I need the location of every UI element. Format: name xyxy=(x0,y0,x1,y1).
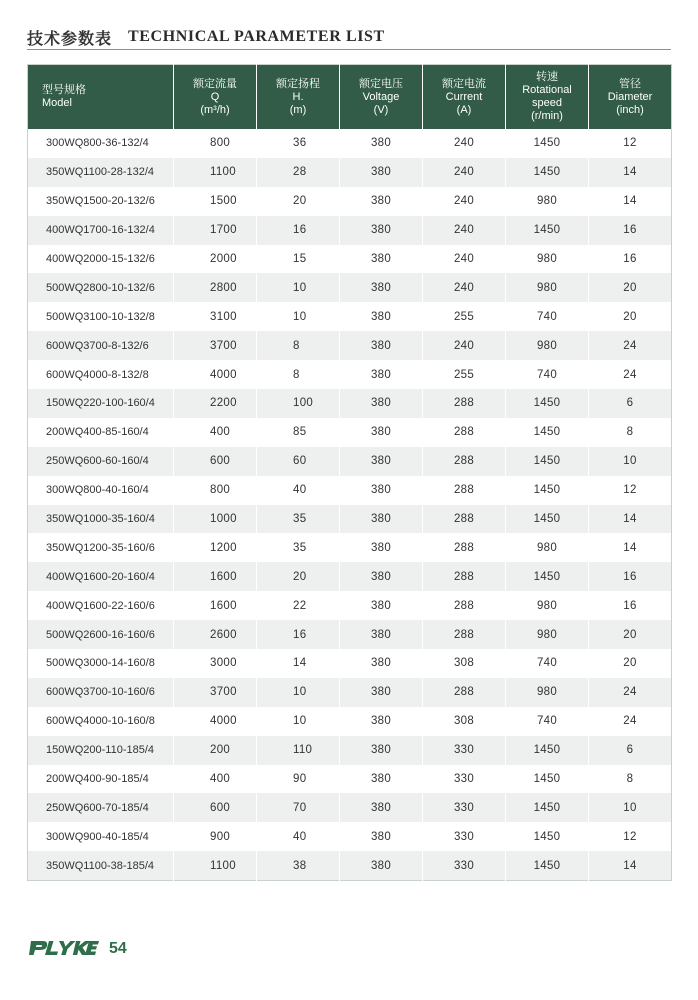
cell-diameter: 20 xyxy=(589,620,672,649)
cell-model: 200WQ400-90-185/4 xyxy=(28,765,174,794)
cell-flow: 1600 xyxy=(174,562,257,591)
cell-voltage: 380 xyxy=(340,245,423,274)
cell-voltage: 380 xyxy=(340,476,423,505)
cell-voltage: 380 xyxy=(340,765,423,794)
col-header-diameter-cn: 管径 xyxy=(619,77,641,90)
table-body xyxy=(28,129,672,881)
cell-voltage: 380 xyxy=(340,851,423,880)
cell-head: 10 xyxy=(257,678,340,707)
cell-model: 150WQ220-100-160/4 xyxy=(28,389,174,418)
cell-diameter: 14 xyxy=(589,851,672,880)
cell-flow: 2800 xyxy=(174,273,257,302)
col-header-speed-cn: 转速 xyxy=(536,71,558,83)
cell-speed: 980 xyxy=(506,245,589,274)
cell-model: 250WQ600-70-185/4 xyxy=(28,793,174,822)
cell-speed: 1450 xyxy=(506,418,589,447)
cell-flow: 1600 xyxy=(174,591,257,620)
cell-voltage: 380 xyxy=(340,216,423,245)
cell-model: 250WQ600-60-160/4 xyxy=(28,447,174,476)
table-row xyxy=(28,389,672,418)
cell-model: 600WQ4000-8-132/8 xyxy=(28,360,174,389)
cell-flow: 800 xyxy=(174,476,257,505)
col-header-speed-unit: (r/min) xyxy=(531,110,563,122)
cell-diameter: 20 xyxy=(589,273,672,302)
cell-current: 330 xyxy=(423,822,506,851)
table-row xyxy=(28,533,672,562)
cell-speed: 1450 xyxy=(506,216,589,245)
cell-model: 300WQ800-36-132/4 xyxy=(28,129,174,158)
cell-flow: 3700 xyxy=(174,331,257,360)
table-row xyxy=(28,649,672,678)
cell-current: 288 xyxy=(423,533,506,562)
cell-speed: 1450 xyxy=(506,476,589,505)
cell-current: 308 xyxy=(423,707,506,736)
cell-flow: 400 xyxy=(174,765,257,794)
cell-current: 330 xyxy=(423,736,506,765)
cell-speed: 1450 xyxy=(506,851,589,880)
cell-model: 500WQ3000-14-160/8 xyxy=(28,649,174,678)
table-row xyxy=(28,187,672,216)
cell-voltage: 380 xyxy=(340,678,423,707)
cell-flow: 2000 xyxy=(174,245,257,274)
cell-head: 85 xyxy=(257,418,340,447)
col-header-flow-unit: (m³/h) xyxy=(200,103,230,116)
cell-head: 100 xyxy=(257,389,340,418)
cell-model: 600WQ4000-10-160/8 xyxy=(28,707,174,736)
cell-model: 500WQ2600-16-160/6 xyxy=(28,620,174,649)
cell-current: 288 xyxy=(423,620,506,649)
cell-voltage: 380 xyxy=(340,418,423,447)
cell-model: 350WQ1100-28-132/4 xyxy=(28,158,174,187)
table-row xyxy=(28,447,672,476)
cell-diameter: 8 xyxy=(589,765,672,794)
cell-voltage: 380 xyxy=(340,793,423,822)
cell-voltage: 380 xyxy=(340,562,423,591)
title-chinese: 技术参数表 xyxy=(27,29,113,48)
table-row xyxy=(28,216,672,245)
cell-diameter: 10 xyxy=(589,447,672,476)
table-row xyxy=(28,707,672,736)
cell-speed: 1450 xyxy=(506,822,589,851)
cell-current: 288 xyxy=(423,389,506,418)
cell-head: 20 xyxy=(257,562,340,591)
col-header-voltage-unit: (V) xyxy=(373,103,389,116)
cell-diameter: 24 xyxy=(589,331,672,360)
cell-flow: 600 xyxy=(174,793,257,822)
cell-current: 288 xyxy=(423,678,506,707)
cell-diameter: 16 xyxy=(589,245,672,274)
cell-speed: 740 xyxy=(506,360,589,389)
cell-diameter: 16 xyxy=(589,591,672,620)
cell-voltage: 380 xyxy=(340,505,423,534)
cell-head: 36 xyxy=(257,129,340,158)
cell-model: 150WQ200-110-185/4 xyxy=(28,736,174,765)
cell-speed: 740 xyxy=(506,302,589,331)
cell-voltage: 380 xyxy=(340,649,423,678)
table-row xyxy=(28,476,672,505)
cell-model: 400WQ1600-22-160/6 xyxy=(28,591,174,620)
cell-head: 90 xyxy=(257,765,340,794)
cell-head: 20 xyxy=(257,187,340,216)
cell-head: 40 xyxy=(257,476,340,505)
cell-current: 330 xyxy=(423,793,506,822)
cell-current: 240 xyxy=(423,158,506,187)
col-header-head-cn: 额定扬程 xyxy=(276,77,320,90)
cell-speed: 740 xyxy=(506,707,589,736)
cell-head: 8 xyxy=(257,360,340,389)
header-divider xyxy=(27,49,671,50)
table-row xyxy=(28,129,672,158)
col-header-current-cn: 额定电流 xyxy=(442,77,486,90)
cell-current: 255 xyxy=(423,302,506,331)
cell-flow: 1000 xyxy=(174,505,257,534)
col-header-head-unit: (m) xyxy=(289,103,307,116)
cell-head: 16 xyxy=(257,620,340,649)
cell-head: 10 xyxy=(257,273,340,302)
cell-current: 240 xyxy=(423,187,506,216)
title-english: TECHNICAL PARAMETER LIST xyxy=(128,28,385,45)
cell-diameter: 14 xyxy=(589,187,672,216)
col-header-current xyxy=(423,65,506,130)
cell-current: 288 xyxy=(423,418,506,447)
table-row xyxy=(28,765,672,794)
cell-current: 288 xyxy=(423,591,506,620)
table-row xyxy=(28,245,672,274)
col-header-head-en: H. xyxy=(292,90,304,103)
cell-diameter: 14 xyxy=(589,505,672,534)
cell-flow: 200 xyxy=(174,736,257,765)
cell-voltage: 380 xyxy=(340,447,423,476)
table-row xyxy=(28,360,672,389)
cell-diameter: 20 xyxy=(589,302,672,331)
cell-voltage: 380 xyxy=(340,591,423,620)
cell-voltage: 380 xyxy=(340,187,423,216)
table-row xyxy=(28,158,672,187)
page-number: 54 xyxy=(109,940,127,957)
table-row xyxy=(28,505,672,534)
col-header-voltage xyxy=(340,65,423,130)
cell-head: 28 xyxy=(257,158,340,187)
cell-model: 350WQ1100-38-185/4 xyxy=(28,851,174,880)
cell-head: 14 xyxy=(257,649,340,678)
cell-flow: 3100 xyxy=(174,302,257,331)
cell-voltage: 380 xyxy=(340,158,423,187)
table-row xyxy=(28,678,672,707)
cell-diameter: 24 xyxy=(589,678,672,707)
cell-speed: 1450 xyxy=(506,129,589,158)
col-header-model-cn: 型号规格 xyxy=(42,84,86,96)
cell-diameter: 24 xyxy=(589,360,672,389)
table-row xyxy=(28,418,672,447)
cell-head: 22 xyxy=(257,591,340,620)
cell-speed: 980 xyxy=(506,273,589,302)
cell-diameter: 8 xyxy=(589,418,672,447)
cell-model: 600WQ3700-8-132/6 xyxy=(28,331,174,360)
cell-speed: 980 xyxy=(506,620,589,649)
cell-flow: 4000 xyxy=(174,707,257,736)
cell-model: 400WQ1600-20-160/4 xyxy=(28,562,174,591)
cell-model: 350WQ1500-20-132/6 xyxy=(28,187,174,216)
cell-model: 300WQ900-40-185/4 xyxy=(28,822,174,851)
col-header-model-en: Model xyxy=(42,97,72,109)
cell-model: 500WQ3100-10-132/8 xyxy=(28,302,174,331)
cell-flow: 1100 xyxy=(174,851,257,880)
cell-model: 500WQ2800-10-132/6 xyxy=(28,273,174,302)
cell-current: 308 xyxy=(423,649,506,678)
cell-flow: 400 xyxy=(174,418,257,447)
cell-current: 288 xyxy=(423,562,506,591)
parameter-table xyxy=(27,64,672,881)
cell-model: 400WQ1700-16-132/4 xyxy=(28,216,174,245)
cell-head: 60 xyxy=(257,447,340,476)
cell-current: 255 xyxy=(423,360,506,389)
cell-current: 288 xyxy=(423,476,506,505)
cell-diameter: 14 xyxy=(589,158,672,187)
cell-voltage: 380 xyxy=(340,389,423,418)
cell-head: 38 xyxy=(257,851,340,880)
cell-model: 400WQ2000-15-132/6 xyxy=(28,245,174,274)
cell-head: 40 xyxy=(257,822,340,851)
cell-voltage: 380 xyxy=(340,129,423,158)
cell-diameter: 12 xyxy=(589,822,672,851)
col-header-flow-en: Q xyxy=(210,90,220,103)
col-header-head xyxy=(257,65,340,130)
cell-diameter: 20 xyxy=(589,649,672,678)
cell-voltage: 380 xyxy=(340,822,423,851)
col-header-diameter xyxy=(589,65,672,130)
table-row xyxy=(28,851,672,880)
cell-flow: 2200 xyxy=(174,389,257,418)
cell-model: 350WQ1000-35-160/4 xyxy=(28,505,174,534)
col-header-speed-en: Rotational speed xyxy=(522,84,572,109)
col-header-voltage-cn: 额定电压 xyxy=(359,77,403,90)
cell-current: 240 xyxy=(423,129,506,158)
cell-model: 350WQ1200-35-160/6 xyxy=(28,533,174,562)
table-row xyxy=(28,822,672,851)
cell-current: 288 xyxy=(423,447,506,476)
table-row xyxy=(28,736,672,765)
table-row xyxy=(28,273,672,302)
cell-flow: 600 xyxy=(174,447,257,476)
cell-diameter: 6 xyxy=(589,736,672,765)
cell-flow: 800 xyxy=(174,129,257,158)
cell-diameter: 16 xyxy=(589,216,672,245)
cell-flow: 4000 xyxy=(174,360,257,389)
col-header-current-unit: (A) xyxy=(456,103,472,116)
cell-voltage: 380 xyxy=(340,273,423,302)
cell-diameter: 12 xyxy=(589,476,672,505)
cell-head: 8 xyxy=(257,331,340,360)
cell-speed: 1450 xyxy=(506,447,589,476)
col-header-diameter-en: Diameter xyxy=(607,90,653,103)
cell-diameter: 16 xyxy=(589,562,672,591)
col-header-voltage-en: Voltage xyxy=(362,90,400,103)
col-header-flow-cn: 额定流量 xyxy=(193,77,237,90)
cell-speed: 980 xyxy=(506,591,589,620)
cell-voltage: 380 xyxy=(340,736,423,765)
table-row xyxy=(28,302,672,331)
page-header xyxy=(27,24,671,50)
cell-flow: 900 xyxy=(174,822,257,851)
col-header-diameter-unit: (inch) xyxy=(616,103,644,116)
table-row xyxy=(28,331,672,360)
col-header-speed xyxy=(506,65,589,130)
cell-flow: 1100 xyxy=(174,158,257,187)
page-footer xyxy=(27,938,227,962)
table-header-row xyxy=(28,65,672,130)
cell-flow: 1200 xyxy=(174,533,257,562)
col-header-current-en: Current xyxy=(445,90,483,103)
cell-model: 600WQ3700-10-160/6 xyxy=(28,678,174,707)
cell-head: 70 xyxy=(257,793,340,822)
cell-voltage: 380 xyxy=(340,620,423,649)
cell-current: 240 xyxy=(423,331,506,360)
cell-speed: 740 xyxy=(506,649,589,678)
table-row xyxy=(28,793,672,822)
col-header-flow xyxy=(174,65,257,130)
cell-speed: 1450 xyxy=(506,389,589,418)
cell-voltage: 380 xyxy=(340,331,423,360)
cell-voltage: 380 xyxy=(340,302,423,331)
cell-speed: 1450 xyxy=(506,793,589,822)
cell-speed: 1450 xyxy=(506,158,589,187)
cell-speed: 1450 xyxy=(506,736,589,765)
cell-diameter: 24 xyxy=(589,707,672,736)
cell-speed: 980 xyxy=(506,187,589,216)
cell-voltage: 380 xyxy=(340,533,423,562)
table-row xyxy=(28,620,672,649)
cell-speed: 980 xyxy=(506,331,589,360)
cell-diameter: 12 xyxy=(589,129,672,158)
cell-head: 10 xyxy=(257,302,340,331)
cell-head: 16 xyxy=(257,216,340,245)
cell-head: 10 xyxy=(257,707,340,736)
table-row xyxy=(28,562,672,591)
cell-current: 288 xyxy=(423,505,506,534)
cell-voltage: 380 xyxy=(340,707,423,736)
cell-head: 35 xyxy=(257,533,340,562)
cell-flow: 1700 xyxy=(174,216,257,245)
table-row xyxy=(28,591,672,620)
cell-speed: 1450 xyxy=(506,505,589,534)
cell-flow: 2600 xyxy=(174,620,257,649)
cell-flow: 3000 xyxy=(174,649,257,678)
cell-speed: 980 xyxy=(506,678,589,707)
cell-diameter: 10 xyxy=(589,793,672,822)
cell-diameter: 14 xyxy=(589,533,672,562)
cell-model: 300WQ800-40-160/4 xyxy=(28,476,174,505)
cell-current: 330 xyxy=(423,851,506,880)
cell-voltage: 380 xyxy=(340,360,423,389)
cell-head: 35 xyxy=(257,505,340,534)
plyke-logo xyxy=(27,938,99,958)
cell-head: 110 xyxy=(257,736,340,765)
cell-head: 15 xyxy=(257,245,340,274)
cell-current: 240 xyxy=(423,273,506,302)
cell-speed: 1450 xyxy=(506,562,589,591)
cell-current: 240 xyxy=(423,245,506,274)
cell-diameter: 6 xyxy=(589,389,672,418)
cell-speed: 1450 xyxy=(506,765,589,794)
cell-flow: 3700 xyxy=(174,678,257,707)
cell-current: 240 xyxy=(423,216,506,245)
cell-flow: 1500 xyxy=(174,187,257,216)
cell-speed: 980 xyxy=(506,533,589,562)
cell-model: 200WQ400-85-160/4 xyxy=(28,418,174,447)
col-header-model xyxy=(28,65,174,130)
cell-current: 330 xyxy=(423,765,506,794)
